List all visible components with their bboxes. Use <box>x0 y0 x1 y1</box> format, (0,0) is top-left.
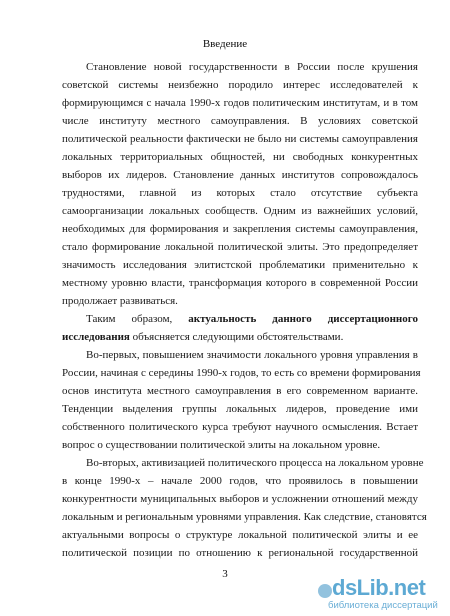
text-line: числе институту местного самоуправления. В условиях советской <box>62 115 418 127</box>
text-line: формирующимся с начала 1990-х годов политическим институтам, и в том <box>62 97 418 109</box>
text-line: самоорганизации локальных сообществ. Одним из важнейших условий, <box>62 205 418 217</box>
text-line: основ института местного самоуправления в его современном варианте. <box>62 385 418 397</box>
text-line: выборов их лидеров. Становление данных институтов сопровождалось <box>62 169 418 181</box>
text-line: трудностями, главной из которых стало отсутствие субъекта <box>62 187 418 199</box>
text-line: локальных территориальных общностей, ни свободных конкурентных <box>62 151 418 163</box>
text-line: Во-первых, повышением значимости локального уровня управления в <box>86 349 418 361</box>
watermark-brand: dsLib.net <box>332 575 426 600</box>
text-line: Таким образом, актуальность данного диссертационного <box>86 313 418 325</box>
page-title: Введение <box>202 38 248 50</box>
page-number: 3 <box>222 568 228 580</box>
watermark-subtitle: библиотека диссертаций <box>328 600 438 611</box>
text-line: собственного политического курса требуют научного осмысления. Встает <box>62 421 418 433</box>
text-line: советской системы неизбежно породило интерес исследователей к <box>62 79 418 91</box>
text-line: конкурентности муниципальных выборов и усложнении отношений между <box>62 493 418 505</box>
text-line: вопрос о существовании политической элиты на локальном уровне. <box>62 439 381 451</box>
text-line: России, начиная с середины 1990-х годов, то есть со времени формирования <box>62 367 421 379</box>
text-line: значимость исследования элитистской проблематики применительно к <box>62 259 418 271</box>
text-line: в конце 1990-х – начале 2000 годов, что проявилось в повышении <box>62 475 418 487</box>
watermark-logo <box>318 576 444 612</box>
text-line: продолжает развиваться. <box>62 295 178 307</box>
text-line: исследования объясняется следующими обстоятельствами. <box>62 331 344 343</box>
text-line: политической реальности фактически не было ни системы самоуправления <box>62 133 418 145</box>
text-line: необходимых для формирования и закрепления системы самоуправления, <box>62 223 418 235</box>
text-line: местному уровню власти, трансформация которого в современной России <box>62 277 418 289</box>
text-line: актуальными вопросы о структуре локальной политической элиты и ее <box>62 529 418 541</box>
text-line: Становление новой государственности в России после крушения <box>86 61 418 73</box>
text-line: Тенденции выделения группы локальных лидеров, проведение ими <box>62 403 418 415</box>
text-line: локальным и региональным уровнями управления. Как следствие, становятся <box>62 511 427 523</box>
text-line: стало формирование локальной политической элиты. Это предопределяет <box>62 241 418 253</box>
watermark-dot-icon <box>318 584 332 598</box>
text-line: политической позиции по отношению к региональной государственной <box>62 547 418 559</box>
text-line: Во-вторых, активизацией политического процесса на локальном уровне <box>86 457 424 469</box>
